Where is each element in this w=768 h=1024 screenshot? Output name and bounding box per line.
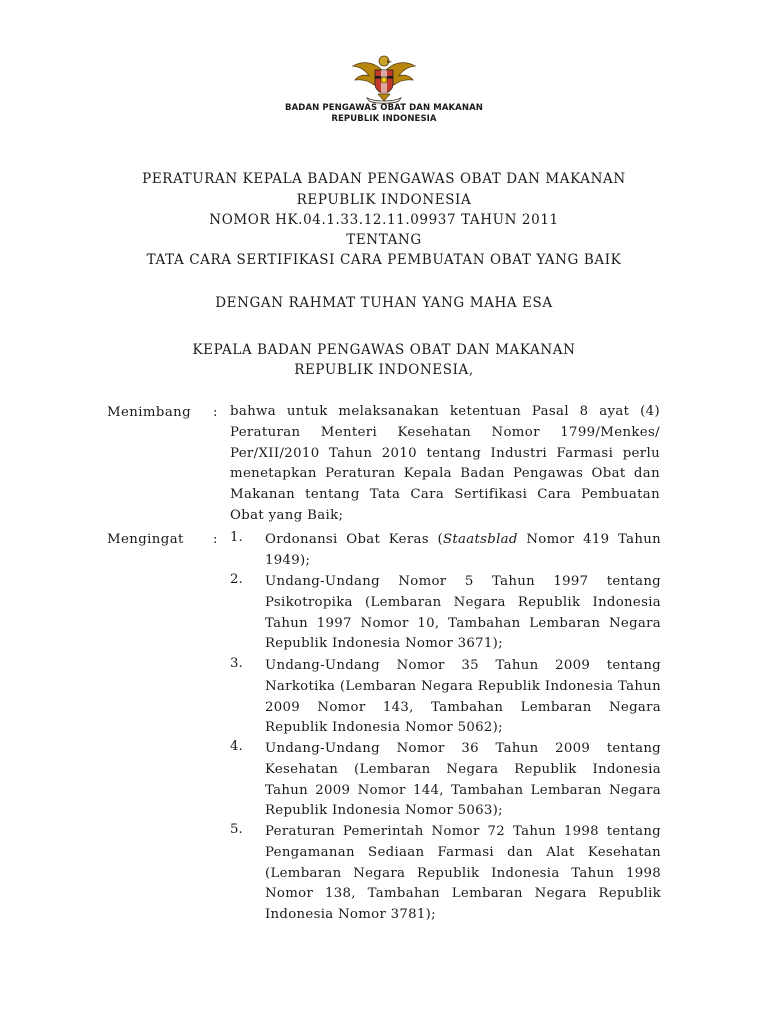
regulation-about: TENTANG (346, 232, 422, 248)
menimbang-colon: : (213, 405, 218, 420)
item-text: Peraturan Pemerintah Nomor 72 Tahun 1998 tentang Pengamanan Sediaan Farmasi dan Alat Kesehatan (Lembaran Negara Republik Indonesia Tahun 1998 Nomor 138, Tambahan Lembaran Negara Republik Indonesia Nomor 3781); (265, 824, 661, 923)
item-text: Undang-Undang Nomor 35 Tahun 2009 tentang Narkotika (Lembaran Negara Republik Indonesia Tahun 2009 Nomor 143, Tambahan Lembaran Negara Republik Indonesia Nomor 5062); (265, 658, 661, 736)
item-text-pre: Ordonansi Obat Keras ( (265, 532, 443, 547)
mengingat-colon: : (213, 532, 218, 547)
item-text: Undang-Undang Nomor 36 Tahun 2009 tentang Kesehatan (Lembaran Negara Republik Indonesia Tahun 2009 Nomor 144, Tambahan Lembaran Negara Republik Indonesia Nomor 5063); (265, 741, 661, 819)
agency-name-line1: BADAN PENGAWAS OBAT DAN MAKANAN (285, 103, 483, 113)
garuda-emblem-icon (349, 52, 419, 104)
regulation-subject: TATA CARA SERTIFIKASI CARA PEMBUATAN OBAT YANG BAIK (146, 252, 622, 268)
item-text: Undang-Undang Nomor 5 Tahun 1997 tentang Psikotropika (Lembaran Negara Republik Indonesia Tahun 1997 Nomor 10, Tambahan Lembaran Negara Republik Indonesia Nomor 3671); (265, 574, 661, 652)
regulation-title-line2: REPUBLIK INDONESIA (296, 192, 472, 208)
menimbang-text: bahwa untuk melaksanakan ketentuan Pasal 8 ayat (4) Peraturan Menteri Kesehatan Nomor 1799/Menkes/ Per/XII/2010 Tahun 2010 tentang Industri Farmasi perlu menetapkan Peraturan Kepala Badan Pengawas Obat dan Makanan tentang Tata Cara Sertifikasi Cara Pembuatan Obat yang Baik; (230, 404, 660, 523)
item-number: 3. (230, 656, 243, 671)
menimbang-label: Menimbang (107, 405, 192, 420)
item-number: 4. (230, 739, 243, 754)
item-text-post: Nomor 419 Tahun 1949); (265, 532, 661, 568)
regulation-title-line1: PERATURAN KEPALA BADAN PENGAWAS OBAT DAN MAKANAN (142, 171, 626, 187)
item-number: 5. (230, 822, 243, 837)
mengingat-label: Mengingat (107, 532, 184, 547)
item-text (265, 530, 661, 572)
regulation-number: NOMOR HK.04.1.33.12.11.09937 TAHUN 2011 (209, 212, 559, 228)
agency-name-line2: REPUBLIK INDONESIA (331, 114, 437, 124)
item-number: 2. (230, 572, 243, 587)
authority-line1: KEPALA BADAN PENGAWAS OBAT DAN MAKANAN (192, 342, 576, 358)
item-number: 1. (230, 530, 243, 545)
authority-line2: REPUBLIK INDONESIA, (294, 362, 474, 378)
item-text-italic: Staatsblad (443, 532, 518, 547)
invocation: DENGAN RAHMAT TUHAN YANG MAHA ESA (215, 295, 553, 311)
